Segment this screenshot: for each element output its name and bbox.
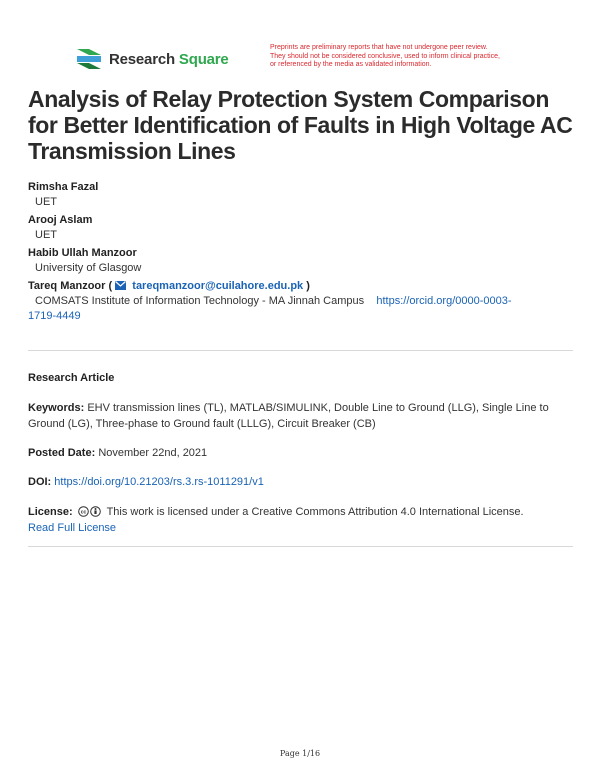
research-square-logo-icon <box>75 47 103 71</box>
affiliation-text: COMSATS Institute of Information Technology - MA Jinnah Campus <box>35 295 365 307</box>
corresponding-author-entry <box>28 279 573 324</box>
orcid-link-continued[interactable]: 1719-4449 <box>28 310 81 322</box>
preprint-notice-line2: They should not be considered conclusive, used to inform clinical practice, <box>270 52 500 60</box>
author-affiliation: University of Glasgow <box>35 262 142 274</box>
page-header <box>75 44 555 78</box>
posted-date-label: Posted Date: <box>28 447 96 459</box>
author-email-link[interactable]: tareqmanzoor@cuilahore.edu.pk <box>132 280 304 292</box>
author-entry <box>28 213 573 243</box>
envelope-icon <box>115 281 126 290</box>
divider <box>28 546 573 547</box>
orcid-link[interactable]: https://orcid.org/0000-0003- <box>376 295 512 307</box>
author-affiliation: UET <box>35 196 57 208</box>
corresponding-author-name: Tareq Manzoor <box>28 280 106 292</box>
preprint-notice <box>270 44 570 70</box>
keywords-label: Keywords: <box>28 402 85 414</box>
license-text: This work is licensed under a Creative Commons Attribution 4.0 International License. <box>106 506 524 518</box>
research-square-logo[interactable] <box>75 47 229 71</box>
license-label: License: <box>28 506 73 518</box>
author-entry <box>28 246 573 276</box>
article-type <box>28 370 573 386</box>
read-full-license-link[interactable]: Read Full License <box>28 522 117 534</box>
brand-name-part2: Square <box>178 50 229 68</box>
divider <box>28 350 573 351</box>
keywords <box>28 400 573 432</box>
author-name: Arooj Aslam <box>28 214 93 226</box>
preprint-notice-line1: Preprints are preliminary reports that have not undergone peer review. <box>270 44 488 51</box>
page-number: Page 1/16 <box>279 749 321 758</box>
author-affiliation: UET <box>35 229 57 241</box>
corresponding-author-line <box>28 279 573 294</box>
article-type-label: Research Article <box>28 372 115 384</box>
license <box>28 504 573 536</box>
brand-name <box>109 51 229 68</box>
paper-title: Analysis of Relay Protection System Comparison for Better Identification of Faults in High Voltage AC Transmission Lines <box>28 86 573 164</box>
brand-name-part1: Research <box>109 50 175 68</box>
creative-commons-icon <box>78 506 102 517</box>
close-paren: ) <box>306 280 310 292</box>
doi-label: DOI: <box>28 476 52 488</box>
svg-text:cc: cc <box>80 509 86 516</box>
open-paren: ( <box>108 280 113 292</box>
author-list <box>28 180 573 324</box>
corresponding-author-affiliation <box>28 294 573 309</box>
doi <box>28 474 573 490</box>
preprint-notice-line3: or referenced by the media as validated information. <box>270 61 432 68</box>
keywords-line1: EHV transmission lines (TL), MATLAB/SIMULINK, Double Line to Ground (LLG), Single Line to <box>87 402 549 414</box>
author-name: Habib Ullah Manzoor <box>28 247 137 259</box>
doi-link[interactable]: https://doi.org/10.21203/rs.3.rs-1011291/v1 <box>54 476 264 488</box>
author-entry <box>28 180 573 210</box>
keywords-line2: Ground (LG), Three-phase to Ground fault (LLLG), Circuit Breaker (CB) <box>28 418 376 430</box>
author-name: Rimsha Fazal <box>28 181 99 193</box>
posted-date <box>28 445 573 461</box>
posted-date-value: November 22nd, 2021 <box>98 447 208 459</box>
